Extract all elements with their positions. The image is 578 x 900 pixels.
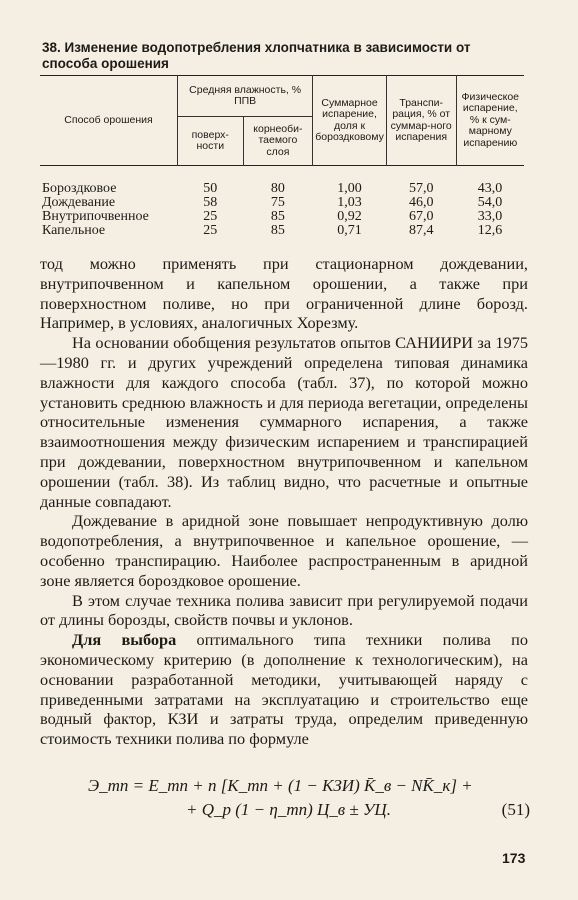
cell-root: 80	[270, 181, 285, 196]
table-row	[40, 196, 524, 210]
cell-root: 85	[270, 223, 285, 238]
cell-transp: 87,4	[408, 223, 434, 238]
cell-method: Бороздковое	[42, 181, 117, 196]
cell-total: 1,00	[337, 181, 362, 196]
cell-surface: 50	[203, 181, 218, 196]
table-caption: 38. Изменение водопотребления хлопчатника в зависимости от способа орошения	[42, 40, 471, 71]
paragraph-continuation: тод можно применять при стационарном дождевании, внутрипочвенном и капельном орошении, а также при поверхностном поливе, но при ограниченной длине борозд. Например, в условиях, аналогичных Хорезму.	[40, 254, 528, 333]
paragraph: Дождевание в аридной зоне повышает непродуктивную долю водопотребления, а внутрипочвенное и капельное орошение, — особенно транспирацию. Наиболее распространенным в аридной зоне является бороздковое орошение.	[40, 511, 528, 590]
cell-total: 1,03	[337, 195, 362, 210]
formula-line-1: Э_mn = E_mn + n [K_mn + (1 − КЗИ) K̄_в − NK̄_к] +	[88, 776, 473, 795]
cell-phys: 12,6	[477, 223, 503, 238]
cell-total: 0,71	[337, 223, 362, 238]
cell-root: 85	[270, 209, 285, 224]
cell-total: 0,92	[337, 209, 362, 224]
header-method: Способ орошения	[64, 113, 153, 126]
header-phys-evap: Физическое испарение, % к сум-марному испарению	[456, 76, 524, 166]
cell-transp: 57,0	[408, 181, 434, 196]
bold-lead-in: Для выбора	[72, 630, 177, 650]
cell-method: Дождевание	[42, 195, 116, 210]
cell-transp: 67,0	[408, 209, 434, 224]
cell-method: Капельное	[42, 223, 106, 238]
table-row	[40, 166, 524, 197]
formula-line-2: + Q_р (1 − η_mn) Ц_в ± УЦ.	[186, 800, 391, 819]
header-transpiration: Транспи-рация, % от суммар-ного испарения	[386, 76, 456, 166]
cell-phys: 54,0	[477, 195, 503, 210]
cell-surface: 58	[203, 195, 218, 210]
header-root-layer: корнеоби-таемого слоя	[243, 117, 313, 166]
cell-root: 75	[270, 195, 285, 210]
paragraph: На основании обобщения результатов опытов САНИИРИ за 1975—1980 гг. и других учреждений определена типовая динамика влажности для каждого способа (табл. 37), по которой можно установить среднюю влажность и для периода вегетации, определены относительные изменения суммарного испарения, а также взаимоотношения между физическим испарением и транспирацией при дождевании, поверхностном внутрипочвенном и капельном орошении (табл. 38). Из таблиц видно, что расчетные и опытные данные совпадают.	[40, 333, 528, 511]
cell-phys: 43,0	[477, 181, 503, 196]
cell-surface: 25	[203, 209, 218, 224]
cell-method: Внутрипочвенное	[42, 209, 149, 224]
formula-number: (51)	[501, 800, 530, 819]
paragraph-rest: оптимального типа техники полива по экономическому критерию (в дополнение к технологическим), на основании разработанной методики, учитывающей наряду с приведенными затратами на эксплуатацию и строительство еще водный фактор, КЗИ и затраты труда, определим приведенную стоимость техники полива по формуле	[40, 630, 528, 749]
data-table	[40, 75, 524, 238]
body-text	[40, 254, 528, 749]
header-evap-total: Суммарное испарение, доля к бороздковому	[313, 76, 387, 166]
table-row	[40, 224, 524, 238]
cell-phys: 33,0	[477, 209, 503, 224]
paragraph	[40, 630, 528, 749]
table-row	[40, 210, 524, 224]
cell-transp: 46,0	[408, 195, 434, 210]
formula-51	[80, 774, 530, 822]
paragraph: В этом случае техника полива зависит при регулируемой подачи от длины борозды, свойств почвы и уклонов.	[40, 590, 528, 630]
cell-surface: 25	[203, 223, 218, 238]
header-surface: поверх-ности	[178, 117, 244, 166]
header-humidity: Средняя влажность, % ППВ	[178, 76, 313, 117]
page-number: 173	[502, 850, 526, 866]
